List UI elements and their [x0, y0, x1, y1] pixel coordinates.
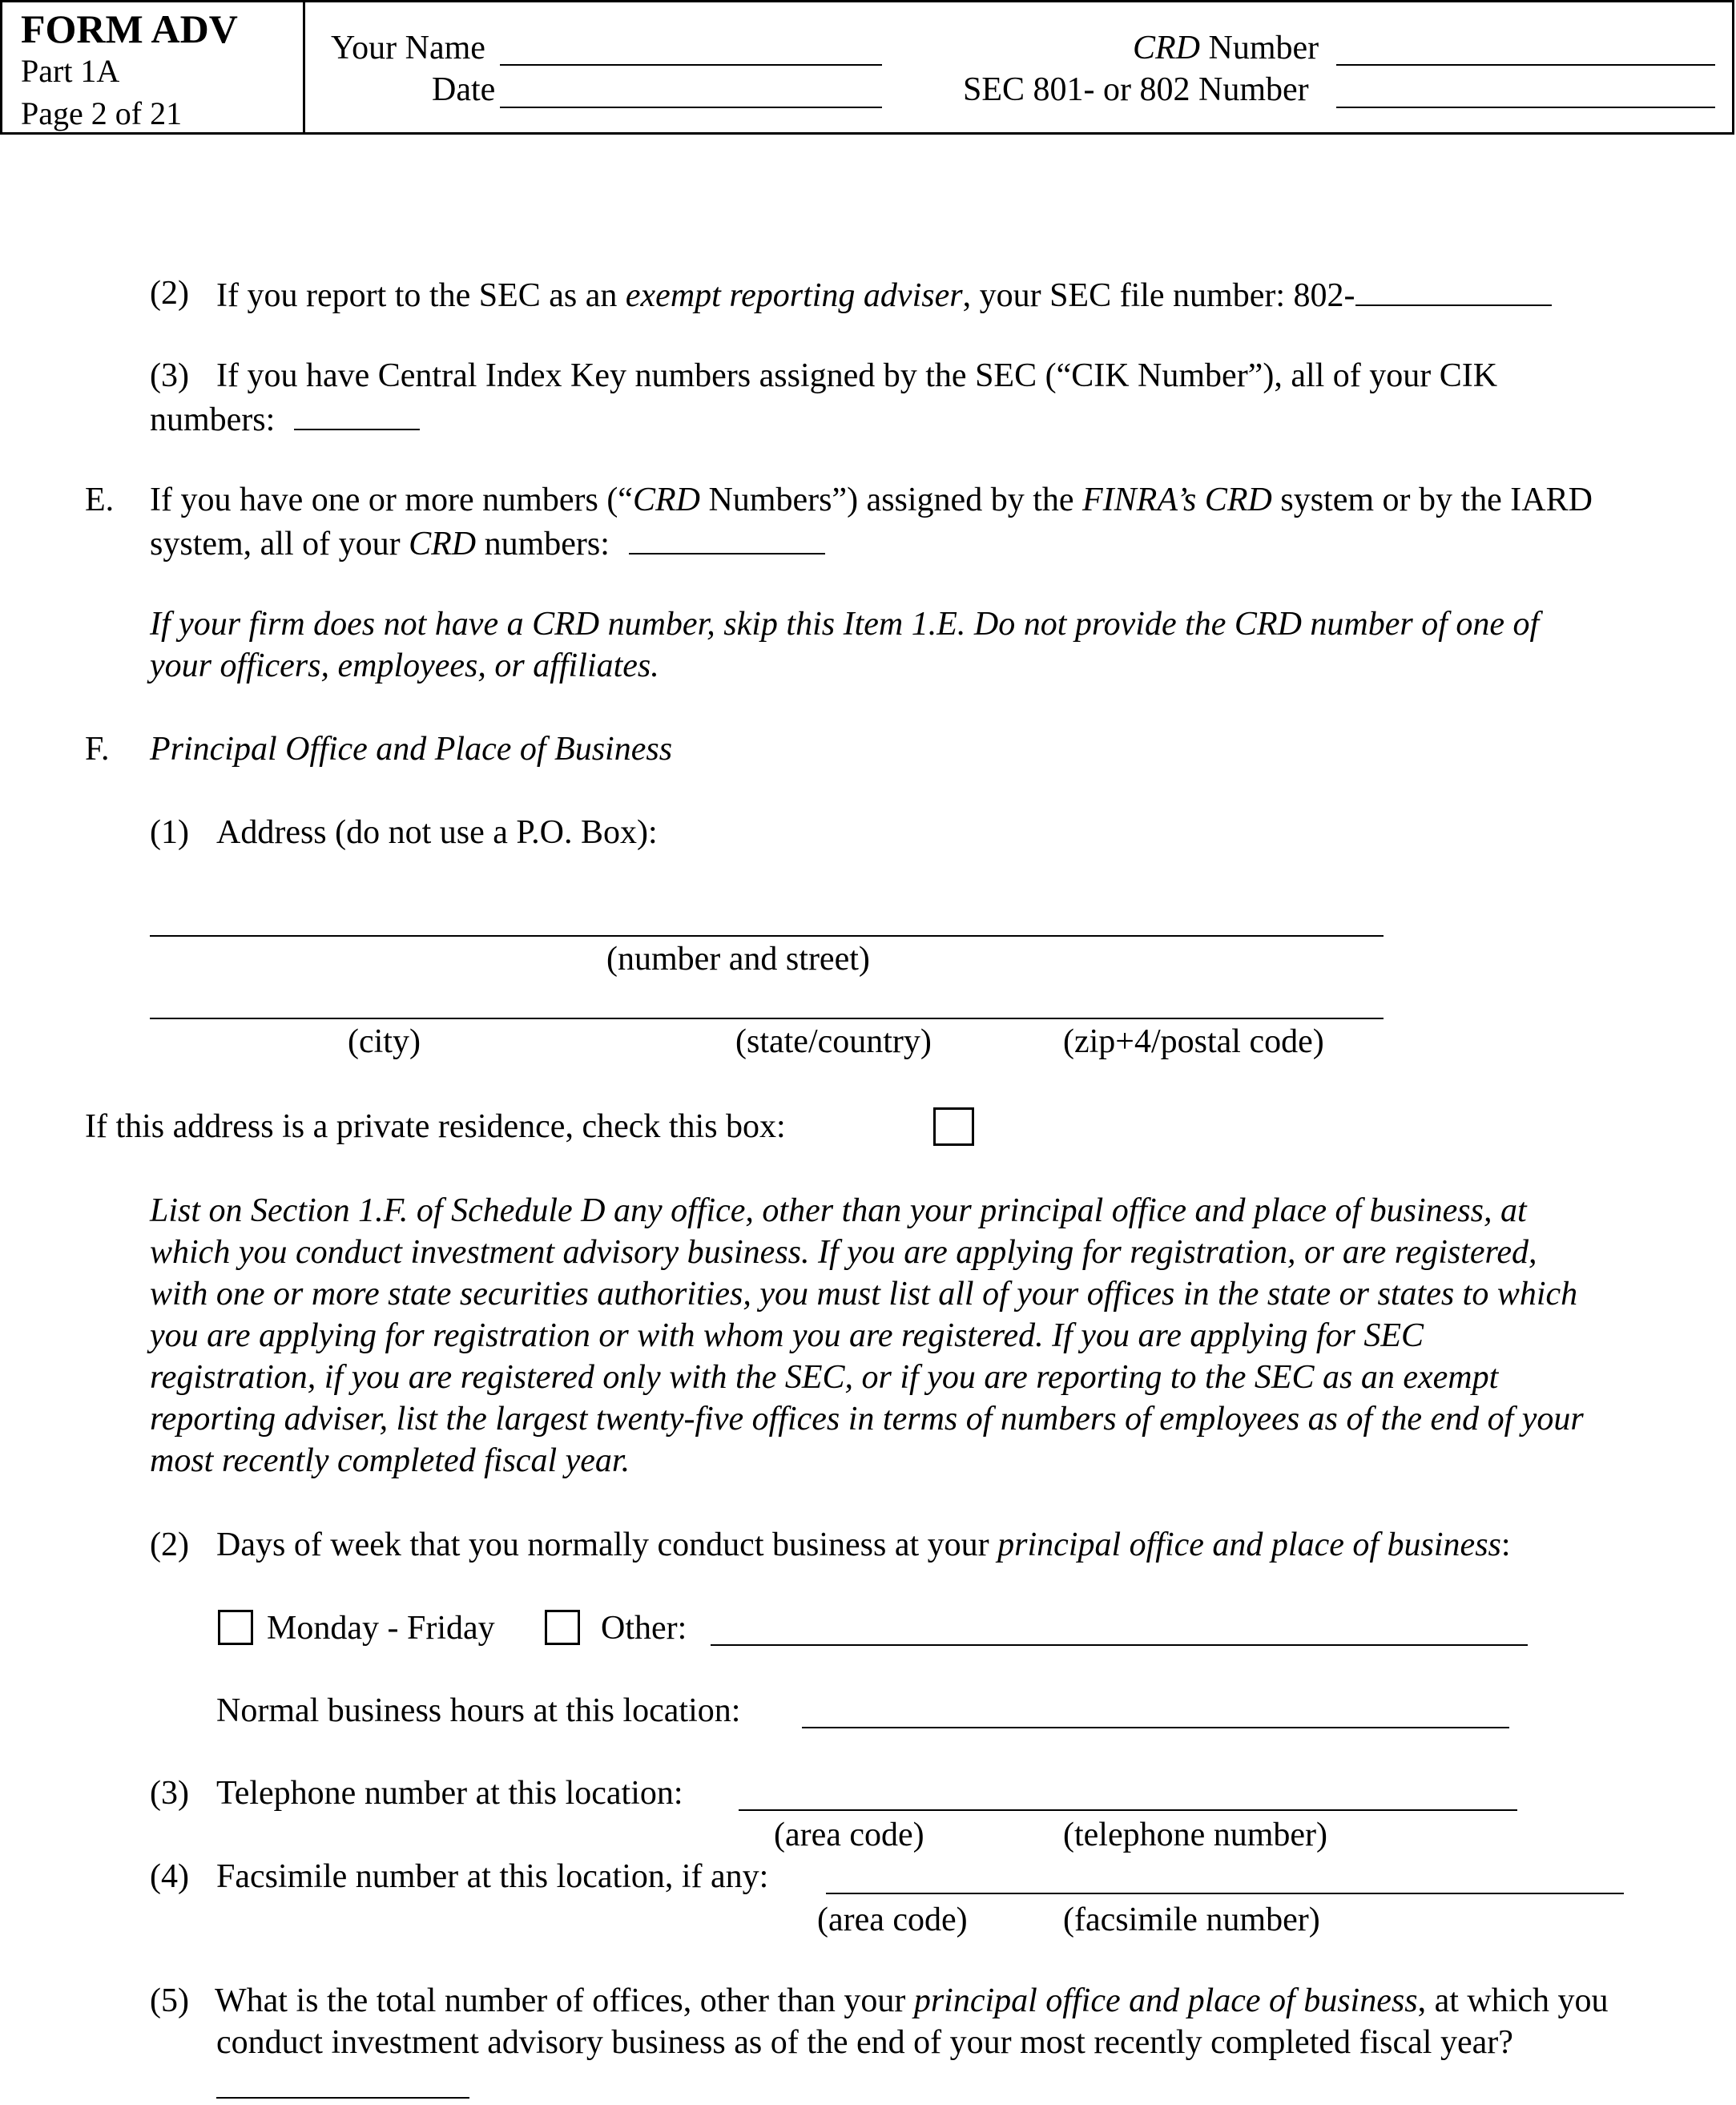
- date-label: Date: [432, 71, 496, 108]
- crd-number-field[interactable]: [1336, 64, 1715, 66]
- form-header: [0, 0, 1734, 135]
- facsimile-field[interactable]: [826, 1893, 1624, 1894]
- monday-friday-label: Monday - Friday: [267, 1610, 495, 1647]
- your-name-field[interactable]: [500, 64, 882, 66]
- item-e-letter: E.: [85, 482, 115, 518]
- instruction-line: you are applying for registration or with whom you are registered. If you are applying for SEC: [150, 1317, 1424, 1354]
- business-hours-field[interactable]: [802, 1727, 1509, 1728]
- sec-file-number-field[interactable]: [1355, 272, 1552, 306]
- item-f1-number: (1): [150, 814, 189, 851]
- zip-caption: (zip+4/postal code): [1063, 1023, 1324, 1060]
- private-residence-label: If this address is a private residence, check this box:: [85, 1108, 786, 1145]
- facsimile-label: Facsimile number at this location, if any:: [216, 1858, 769, 1895]
- item-f5-question-line2: conduct investment advisory business as of the end of your most recently completed fiscal year?: [216, 2024, 1513, 2061]
- item-d2-number: (2): [150, 275, 189, 312]
- header-divider: [303, 0, 305, 135]
- item-e-line1: If you have one or more numbers (“CRD Numbers”) assigned by the FINRA’s CRD system or by the IARD: [150, 482, 1593, 518]
- number-street-caption: (number and street): [606, 941, 870, 978]
- city-caption: (city): [348, 1023, 421, 1060]
- item-f-letter: F.: [85, 731, 110, 768]
- number-of-offices-field[interactable]: [216, 2097, 469, 2099]
- private-residence-checkbox[interactable]: [933, 1107, 974, 1146]
- city-state-zip-field[interactable]: [150, 1018, 1384, 1019]
- facsimile-area-code-caption: (area code): [817, 1901, 968, 1938]
- instruction-line: reporting adviser, list the largest twenty-five offices in terms of numbers of employees as of the end of your: [150, 1401, 1584, 1438]
- state-caption: (state/country): [735, 1023, 932, 1060]
- facsimile-number-caption: (facsimile number): [1063, 1901, 1320, 1938]
- form-part: Part 1A: [21, 53, 120, 89]
- other-days-label: Other:: [601, 1610, 687, 1647]
- item-e-instruction-2: your officers, employees, or affiliates.: [150, 647, 659, 684]
- telephone-field[interactable]: [739, 1809, 1517, 1811]
- item-f5-question-line1: What is the total number of offices, other than your principal office and place of business, at which you: [215, 1982, 1609, 2019]
- date-field[interactable]: [500, 107, 882, 108]
- instruction-line: with one or more state securities authorities, you must list all of your offices in the state or states to which: [150, 1276, 1578, 1313]
- your-name-label: Your Name: [331, 30, 485, 67]
- monday-friday-checkbox[interactable]: [218, 1610, 253, 1645]
- item-f3-number: (3): [150, 1775, 189, 1812]
- form-title: FORM ADV: [21, 6, 238, 51]
- item-d3-line1: If you have Central Index Key numbers assigned by the SEC (“CIK Number”), all of your CIK: [216, 357, 1498, 394]
- item-d2-question: If you report to the SEC as an exempt reporting adviser, your SEC file number: 802-: [216, 272, 1552, 317]
- sec-number-field[interactable]: [1336, 107, 1715, 108]
- telephone-label: Telephone number at this location:: [216, 1775, 683, 1812]
- crd-numbers-field[interactable]: [629, 521, 825, 554]
- item-f-title: Principal Office and Place of Business: [150, 731, 673, 768]
- form-page: Page 2 of 21: [21, 95, 183, 131]
- instruction-line: which you conduct investment advisory business. If you are applying for registration, or are registered,: [150, 1234, 1537, 1271]
- item-d3-line2: numbers:: [150, 397, 420, 441]
- business-hours-label: Normal business hours at this location:: [216, 1692, 741, 1729]
- item-f4-number: (4): [150, 1858, 189, 1895]
- item-f1-label: Address (do not use a P.O. Box):: [216, 814, 658, 851]
- other-days-field[interactable]: [711, 1644, 1528, 1646]
- item-f5-number: (5): [150, 1982, 189, 2019]
- other-days-checkbox[interactable]: [545, 1610, 580, 1645]
- telephone-area-code-caption: (area code): [774, 1817, 924, 1853]
- telephone-number-caption: (telephone number): [1063, 1817, 1328, 1853]
- cik-numbers-field[interactable]: [294, 397, 420, 430]
- item-f2-question: Days of week that you normally conduct business at your principal office and place of business:: [216, 1526, 1511, 1563]
- crd-number-label: CRD Number: [1133, 30, 1319, 67]
- item-f2-number: (2): [150, 1526, 189, 1563]
- street-address-field[interactable]: [150, 935, 1384, 937]
- sec-number-label: SEC 801- or 802 Number: [963, 71, 1309, 108]
- item-d3-number: (3): [150, 357, 189, 394]
- instruction-line: registration, if you are registered only with the SEC, or if you are reporting to the SEC as an exempt: [150, 1359, 1499, 1396]
- instruction-line: most recently completed fiscal year.: [150, 1442, 630, 1479]
- item-e-line2: system, all of your CRD numbers:: [150, 521, 825, 565]
- instruction-line: List on Section 1.F. of Schedule D any office, other than your principal office and place of business, at: [150, 1192, 1527, 1229]
- item-e-instruction-1: If your firm does not have a CRD number, skip this Item 1.E. Do not provide the CRD number of one of: [150, 606, 1540, 643]
